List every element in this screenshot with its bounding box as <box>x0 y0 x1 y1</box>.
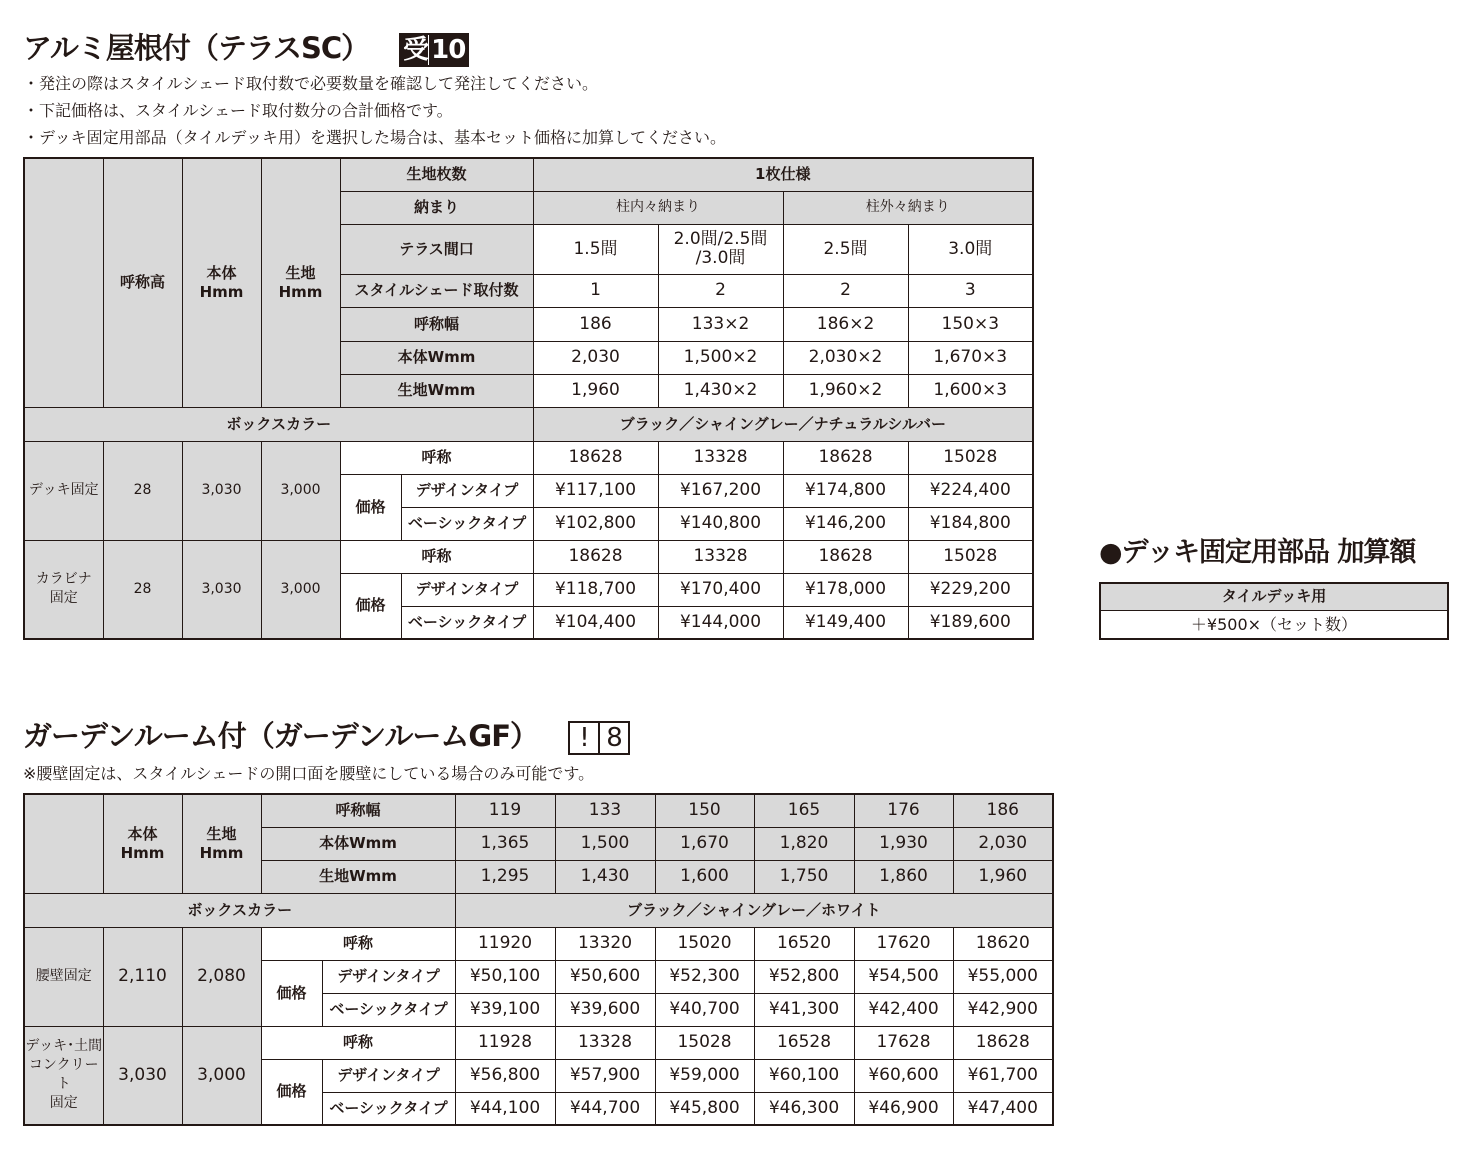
box-color-header: ボックスカラー <box>24 407 533 441</box>
design-price: ¥57,900 <box>555 1059 655 1092</box>
basic-price: ¥144,000 <box>658 606 783 639</box>
body-height: 3,030 <box>103 1026 182 1125</box>
spec-value: 1,960×2 <box>783 374 908 407</box>
fabric_w-header: 生地Wmm <box>261 860 455 893</box>
basic-price: ¥149,400 <box>783 606 908 639</box>
design-price: ¥61,700 <box>953 1059 1053 1092</box>
spec-value: 1,670 <box>655 827 754 860</box>
nominal-width: 186 <box>953 794 1053 827</box>
spec-value: 1,670×3 <box>908 341 1033 374</box>
gardenroom-price-table <box>23 793 1054 1126</box>
deck-parts-table <box>1099 582 1449 640</box>
nominal-width: 119 <box>455 794 555 827</box>
product-code: 13328 <box>658 441 783 474</box>
spec-value: 2,030 <box>953 827 1053 860</box>
product-code: 18628 <box>783 441 908 474</box>
fabric-height-header: 生地 Hmm <box>182 794 261 893</box>
row-name: デッキ･土間 コンクリート 固定 <box>24 1026 103 1125</box>
basic-price: ¥45,800 <box>655 1092 754 1125</box>
badge-part: ! <box>568 721 600 755</box>
basic-price: ¥44,700 <box>555 1092 655 1125</box>
nominal-height: 28 <box>103 540 182 639</box>
product-code: 15020 <box>655 927 754 960</box>
design-price: ¥52,800 <box>754 960 854 993</box>
design-price: ¥167,200 <box>658 474 783 507</box>
code-label: 呼称 <box>340 540 533 573</box>
section2-title <box>23 714 630 755</box>
spec-value: 2 <box>658 274 783 307</box>
nominal_width-header: 呼称幅 <box>340 307 533 341</box>
nominal-width: 133 <box>555 794 655 827</box>
design-price: ¥54,500 <box>854 960 953 993</box>
body-height: 2,110 <box>103 927 182 1026</box>
spec-value: 150×3 <box>908 307 1033 341</box>
design-price: ¥55,000 <box>953 960 1053 993</box>
price-label: 価格 <box>340 573 401 639</box>
body-height-header: 本体 Hmm <box>182 158 261 407</box>
spec-value: 1,960 <box>953 860 1053 893</box>
code-label: 呼称 <box>261 927 455 960</box>
basic-price: ¥46,900 <box>854 1092 953 1125</box>
product-code: 16528 <box>754 1026 854 1059</box>
section2-title-text: ガーデンルーム付（ガーデンルームGF） <box>23 719 539 753</box>
section1-title <box>23 26 469 67</box>
code-label: 呼称 <box>261 1026 455 1059</box>
spec-value: 1,295 <box>455 860 555 893</box>
badge-part: 10 <box>428 35 465 65</box>
section1-notes <box>23 70 726 151</box>
basic-price: ¥39,600 <box>555 993 655 1026</box>
spec-value: 1,600×3 <box>908 374 1033 407</box>
body-height: 3,030 <box>182 540 261 639</box>
spec-value: 133×2 <box>658 307 783 341</box>
deck-parts-title: ●デッキ固定用部品 加算額 <box>1099 537 1416 568</box>
fabric-count-header: 生地枚数 <box>340 158 533 191</box>
spec-value: 1,365 <box>455 827 555 860</box>
basic-price: ¥146,200 <box>783 507 908 540</box>
design-price: ¥174,800 <box>783 474 908 507</box>
blank-header <box>24 158 103 407</box>
basic-price: ¥189,600 <box>908 606 1033 639</box>
product-code: 13328 <box>555 1026 655 1059</box>
badge-part: 受 <box>403 35 429 65</box>
product-code: 18620 <box>953 927 1053 960</box>
basic-price: ¥104,400 <box>533 606 658 639</box>
spec-value: 1,820 <box>754 827 854 860</box>
spec-value: 186×2 <box>783 307 908 341</box>
spec-value: 1,430 <box>555 860 655 893</box>
nominal-width: 176 <box>854 794 953 827</box>
design-price: ¥56,800 <box>455 1059 555 1092</box>
nominal-height-header: 呼称高 <box>103 158 182 407</box>
fabric-height: 3,000 <box>261 540 340 639</box>
blank-header <box>24 794 103 893</box>
spec-value: 186 <box>533 307 658 341</box>
basic-price: ¥44,100 <box>455 1092 555 1125</box>
spec-value: 2,030 <box>533 341 658 374</box>
basic-price: ¥41,300 <box>754 993 854 1026</box>
spec-value: 1,500×2 <box>658 341 783 374</box>
design-price: ¥52,300 <box>655 960 754 993</box>
spec-value: 2 <box>783 274 908 307</box>
price-label: 価格 <box>261 960 322 1026</box>
basic-type-label: ベーシックタイプ <box>322 1092 455 1125</box>
deck-parts-header: タイルデッキ用 <box>1100 583 1448 610</box>
basic-type-label: ベーシックタイプ <box>322 993 455 1026</box>
badge-part: 8 <box>600 721 630 755</box>
product-code: 15028 <box>908 441 1033 474</box>
fabric_w-header: 生地Wmm <box>340 374 533 407</box>
spec-value: 1 <box>533 274 658 307</box>
spec-value: 1,430×2 <box>658 374 783 407</box>
product-code: 15028 <box>908 540 1033 573</box>
nominal-width: 165 <box>754 794 854 827</box>
spec-value: 1.5間 <box>533 224 658 274</box>
code-label: 呼称 <box>340 441 533 474</box>
shade_count-header: スタイルシェード取付数 <box>340 274 533 307</box>
product-code: 15028 <box>655 1026 754 1059</box>
product-code: 18628 <box>953 1026 1053 1059</box>
product-code: 16520 <box>754 927 854 960</box>
basic-price: ¥39,100 <box>455 993 555 1026</box>
basic-price: ¥102,800 <box>533 507 658 540</box>
basic-type-label: ベーシックタイプ <box>401 606 533 639</box>
basic-price: ¥42,400 <box>854 993 953 1026</box>
section1-title-text: アルミ屋根付（テラスSC） <box>23 31 370 65</box>
box-colors: ブラック／シャイングレー／ホワイト <box>455 893 1053 927</box>
body_w-header: 本体Wmm <box>261 827 455 860</box>
spec-value: 1,500 <box>555 827 655 860</box>
product-code: 11928 <box>455 1026 555 1059</box>
nominal-width-header: 呼称幅 <box>261 794 455 827</box>
basic-price: ¥46,300 <box>754 1092 854 1125</box>
basic-price: ¥42,900 <box>953 993 1053 1026</box>
deck-parts-value: ＋¥500×（セット数） <box>1100 610 1448 639</box>
body_w-header: 本体Wmm <box>340 341 533 374</box>
spec-value: 1,860 <box>854 860 953 893</box>
fabric-height: 3,000 <box>182 1026 261 1125</box>
design-type-label: デザインタイプ <box>401 474 533 507</box>
spec-value: 3.0間 <box>908 224 1033 274</box>
spec-value: 3 <box>908 274 1033 307</box>
row-name: 腰壁固定 <box>24 927 103 1026</box>
outer-fit-header: 柱外々納まり <box>783 191 1033 224</box>
spec-value: 2.0間/2.5間 /3.0間 <box>658 224 783 274</box>
product-code: 13320 <box>555 927 655 960</box>
price-label: 価格 <box>340 474 401 540</box>
design-price: ¥59,000 <box>655 1059 754 1092</box>
spec-value: 2.5間 <box>783 224 908 274</box>
basic-price: ¥184,800 <box>908 507 1033 540</box>
product-code: 18628 <box>783 540 908 573</box>
fabric-height: 2,080 <box>182 927 261 1026</box>
product-code: 18628 <box>533 441 658 474</box>
spec-header: 1枚仕様 <box>533 158 1033 191</box>
spec-value: 1,960 <box>533 374 658 407</box>
nominal-height: 28 <box>103 441 182 540</box>
basic-price: ¥140,800 <box>658 507 783 540</box>
design-price: ¥170,400 <box>658 573 783 606</box>
inner-fit-header: 柱内々納まり <box>533 191 783 224</box>
fit-header: 納まり <box>340 191 533 224</box>
basic-type-label: ベーシックタイプ <box>401 507 533 540</box>
spec-value: 1,930 <box>854 827 953 860</box>
row-name: デッキ固定 <box>24 441 103 540</box>
spec-value: 1,750 <box>754 860 854 893</box>
design-type-label: デザインタイプ <box>322 960 455 993</box>
row-name: カラビナ 固定 <box>24 540 103 639</box>
design-price: ¥224,400 <box>908 474 1033 507</box>
basic-price: ¥47,400 <box>953 1092 1053 1125</box>
product-code: 13328 <box>658 540 783 573</box>
design-price: ¥118,700 <box>533 573 658 606</box>
product-code: 18628 <box>533 540 658 573</box>
product-code: 17628 <box>854 1026 953 1059</box>
section1-badge <box>399 33 469 67</box>
design-price: ¥50,600 <box>555 960 655 993</box>
design-price: ¥117,100 <box>533 474 658 507</box>
price-label: 価格 <box>261 1059 322 1125</box>
section2-badge <box>568 721 630 755</box>
body-height-header: 本体 Hmm <box>103 794 182 893</box>
spec-value: 2,030×2 <box>783 341 908 374</box>
design-price: ¥50,100 <box>455 960 555 993</box>
note: ・下記価格は、スタイルシェード取付数分の合計価格です。 <box>23 101 453 120</box>
spec-value: 1,600 <box>655 860 754 893</box>
product-code: 11920 <box>455 927 555 960</box>
body-height: 3,030 <box>182 441 261 540</box>
box-colors: ブラック／シャイングレー／ナチュラルシルバー <box>533 407 1033 441</box>
fabric-height: 3,000 <box>261 441 340 540</box>
terrace-price-table <box>23 157 1034 640</box>
terrace_width-header: テラス間口 <box>340 224 533 274</box>
design-price: ¥229,200 <box>908 573 1033 606</box>
basic-price: ¥40,700 <box>655 993 754 1026</box>
design-price: ¥178,000 <box>783 573 908 606</box>
design-type-label: デザインタイプ <box>322 1059 455 1092</box>
product-code: 17620 <box>854 927 953 960</box>
section2-note: ※腰壁固定は、スタイルシェードの開口面を腰壁にしている場合のみ可能です。 <box>23 764 595 783</box>
design-type-label: デザインタイプ <box>401 573 533 606</box>
design-price: ¥60,100 <box>754 1059 854 1092</box>
fabric-height-header: 生地 Hmm <box>261 158 340 407</box>
note: ・発注の際はスタイルシェード取付数で必要数量を確認して発注してください。 <box>23 74 598 93</box>
nominal-width: 150 <box>655 794 754 827</box>
note: ・デッキ固定用部品（タイルデッキ用）を選択した場合は、基本セット価格に加算してください。 <box>23 128 727 147</box>
design-price: ¥60,600 <box>854 1059 953 1092</box>
box-color-header: ボックスカラー <box>24 893 455 927</box>
